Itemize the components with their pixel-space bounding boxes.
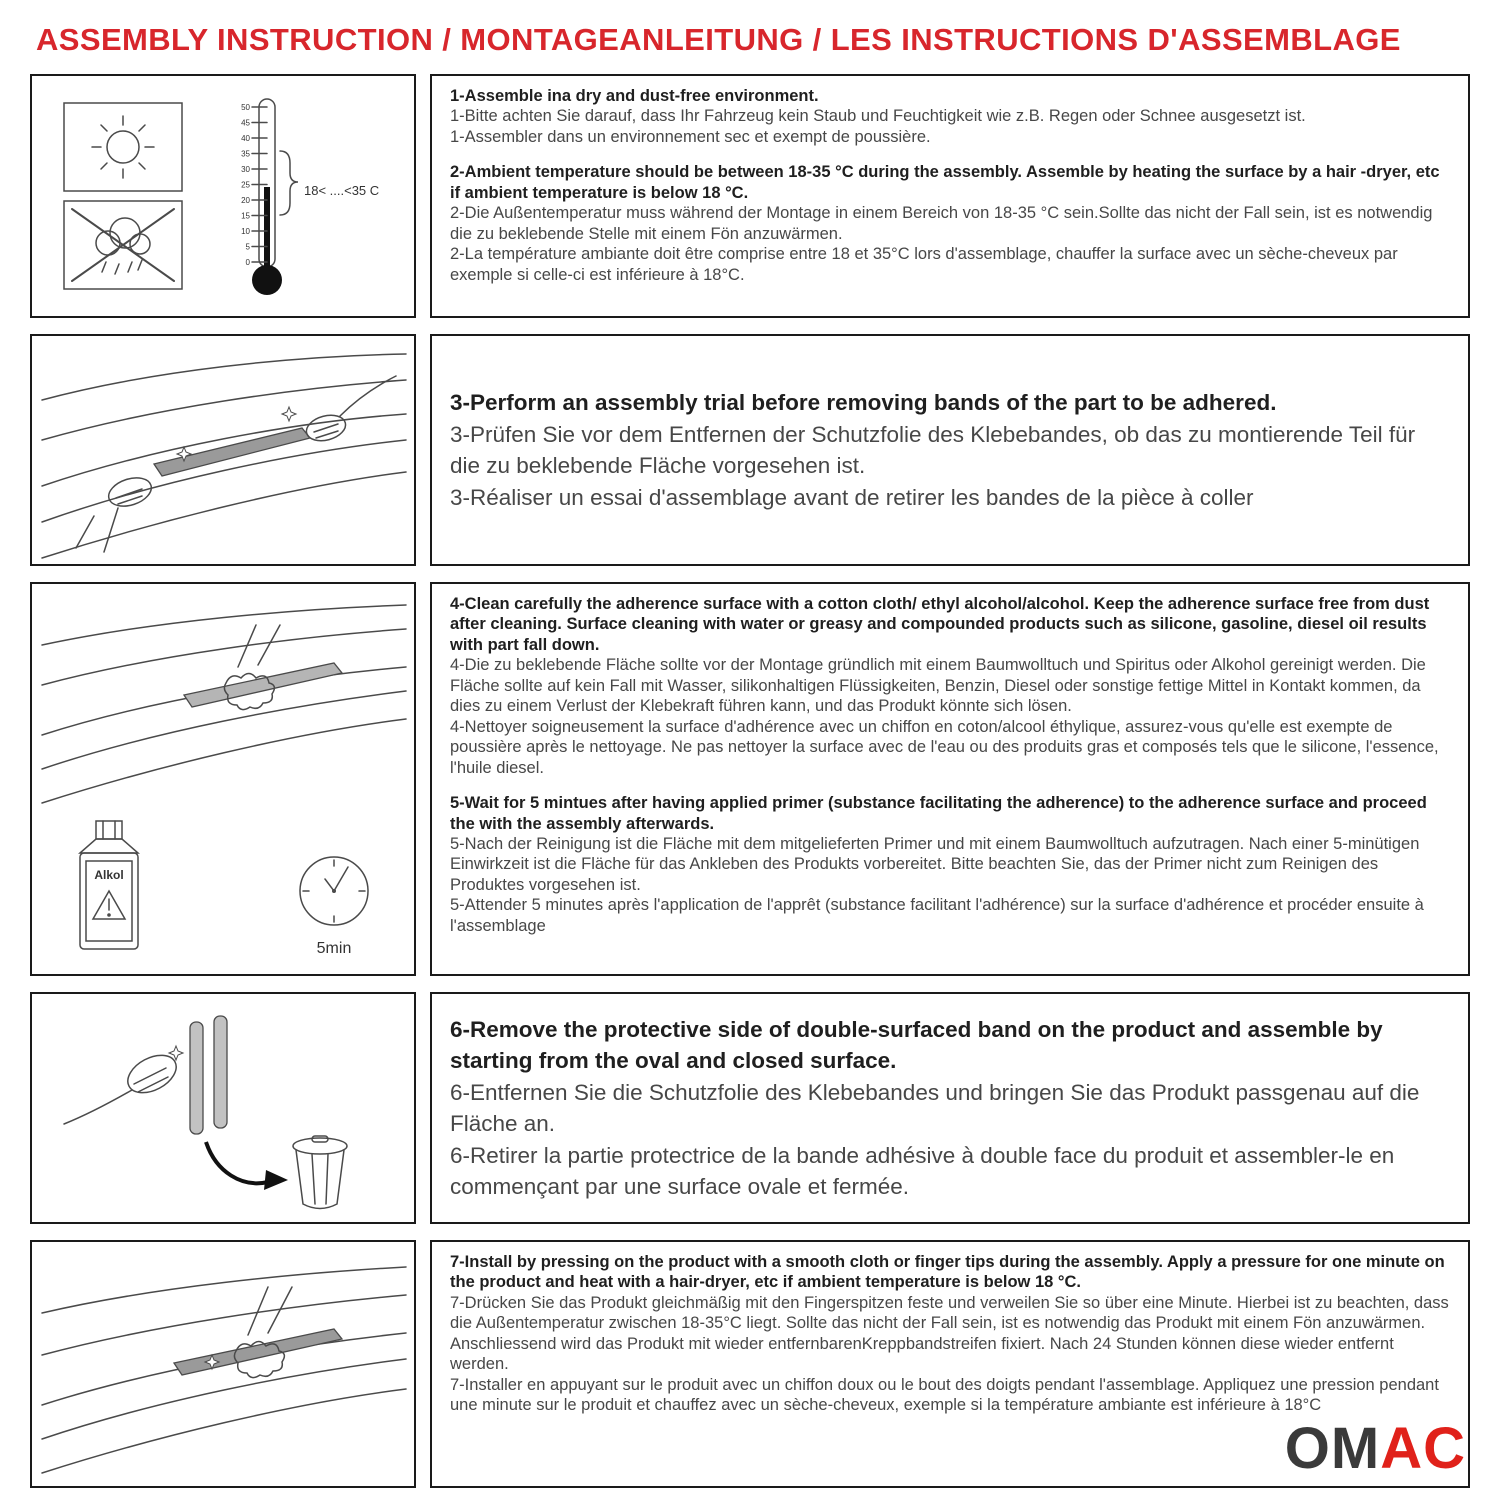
instruction-1-de: 1-Bitte achten Sie darauf, dass Ihr Fahrzeug kein Staub und Feuchtigkeit wie z.B. Regen oder Schnee ausgesetzt ist.: [450, 107, 1306, 126]
illustration-temperature-conditions: [30, 74, 416, 318]
clock-label: 5min: [316, 940, 352, 957]
sill-plate-part: [174, 1329, 342, 1375]
illustration-assembly-trial: [30, 334, 416, 566]
svg-text:5: 5: [245, 242, 250, 252]
instruction-text-step-6: [430, 992, 1470, 1224]
warning-triangle-icon: [93, 891, 125, 919]
svg-text:15: 15: [241, 211, 250, 221]
svg-text:25: 25: [241, 180, 250, 190]
instruction-7-de: 7-Drücken Sie das Produkt gleichmäßig mit den Fingerspitzen feste und verweilen Sie so über eine Minute. Hierbei ist zu beachten, dass die Außentemperatur zwischen 18-35°C liegt. Sollte das nicht der Fall sein, ist es notwendig das Produkt mit einem Fön anzuwärmen. Anschliessend wird das Produkt mit wieder entfernbarenKreppbandstreifen fixiert. Nach 24 Stunden können diese wieder entfernt werden.: [450, 1293, 1449, 1374]
svg-text:45: 45: [241, 118, 250, 128]
adhesive-band-strip: [190, 1022, 203, 1134]
adhesive-band-strip: [214, 1016, 227, 1128]
instruction-text-steps-4-5: [430, 582, 1470, 976]
trash-can-icon: [293, 1136, 347, 1209]
thermometer-icon: [241, 99, 379, 295]
instruction-text-step-3: [430, 334, 1470, 566]
range-bracket: [280, 151, 298, 215]
hand-icon: [64, 1048, 182, 1124]
no-rain-icon: [64, 201, 182, 289]
door-sill-sketch: [42, 605, 406, 803]
instruction-5-en: 5-Wait for 5 mintues after having applied primer (substance facilitating the adherence) to the adherence surface and proceed the with the assembly afterwards.: [450, 794, 1427, 833]
svg-text:0: 0: [245, 258, 250, 267]
press-install-svg: [34, 1243, 412, 1486]
right-hand-icon: [304, 376, 396, 445]
instruction-3-de: 3-Prüfen Sie vor dem Entfernen der Schutzfolie des Klebebandes, ob das zu montierende Teil für die zu beklebende Fläche vorgesehen ist.: [450, 421, 1416, 478]
instruction-4-de: 4-Die zu beklebende Fläche sollte vor der Montage gründlich mit einem Baumwolltuch und Spiritus oder Alkohol gereinigt werden. Die Fläche sollte auf kein Fall mit Wasser, silikonhaltigen Flüssigkeiten, Benzin, Diesel oder sonstige fettige Mittel in Kontakt kommen, da dies zu einem Verlust der Klebekraft führen kann, und das Produkt könnte sich lösen.: [450, 656, 1426, 716]
instruction-3-fr: 3-Réaliser un essai d'assemblage avant de retirer les bandes de la pièce à coller: [450, 484, 1254, 510]
instruction-row-4: [30, 992, 1470, 1224]
instruction-6-fr: 6-Retirer la partie protectrice de la bande adhésive à double face du produit et assembler-le en commençant par une surface ovale et fermée.: [450, 1142, 1395, 1199]
left-hand-icon: [76, 473, 155, 552]
omac-logo-red-letters: AC: [1380, 1416, 1466, 1481]
svg-text:35: 35: [241, 149, 250, 159]
bottle-label: Alkol: [94, 868, 124, 882]
remove-band-svg: [34, 994, 412, 1222]
hand-with-cloth-icon: [234, 1287, 292, 1378]
instruction-row-1: [30, 74, 1470, 318]
svg-text:10: 10: [241, 227, 250, 236]
instruction-6-de: 6-Entfernen Sie die Schutzfolie des Klebebandes und bringen Sie das Produkt passgenau auf die Fläche an.: [450, 1079, 1420, 1136]
alcohol-bottle-icon: [80, 821, 138, 949]
instruction-2-en: 2-Ambient temperature should be between 18-35 °C during the assembly. Assemble by heating the surface by a hair -dryer, etc if ambient temperature is below 18 °C.: [450, 163, 1440, 202]
illustration-cleaning: [30, 582, 416, 976]
instruction-row-3: [30, 582, 1470, 976]
instruction-3-en: 3-Perform an assembly trial before removing bands of the part to be adhered.: [450, 390, 1277, 415]
svg-text:30: 30: [241, 165, 250, 174]
instruction-2-de: 2-Die Außentemperatur muss während der Montage in einem Bereich von 18-35 °C sein.Sollte das nicht der Fall sein, ist es notwendig die zu beklebende Stelle mit einem Fön anzuwärmen.: [450, 204, 1433, 243]
instruction-6-en: 6-Remove the protective side of double-surfaced band on the product and assemble by starting from the oval and closed surface.: [450, 1016, 1383, 1073]
temperature-illustration-svg: [34, 77, 412, 315]
instruction-5-fr: 5-Attender 5 minutes après l'application de l'apprêt (substance facilitant l'adhérence) sur la surface d'adhérence et procéder ensuite à l'assemblage: [450, 896, 1424, 935]
svg-text:50: 50: [241, 103, 250, 112]
sill-plate-part: [184, 663, 342, 707]
instruction-row-2: [30, 334, 1470, 566]
arrow-to-trash-icon: [206, 1142, 288, 1190]
door-sill-sketch: [42, 1267, 406, 1473]
instruction-1-fr: 1-Assembler dans un environnement sec et exempt de poussière.: [450, 127, 931, 146]
instruction-4-en: 4-Clean carefully the adherence surface with a cotton cloth/ ethyl alcohol/alcohol. Keep the adherence surface free from dust after cleaning. Surface cleaning with water or greasy and compounded products such as silicone, gasoline, diesel oil results with part fall down.: [450, 595, 1430, 654]
thermometer-scale: [241, 103, 250, 267]
assembly-trial-svg: [34, 336, 412, 564]
instruction-2-fr: 2-La température ambiante doit être comprise entre 18 et 35°C lors d'assemblage, chauffer la surface avec un sèche-cheveux par exemple si celle-ci est inférieure à 18°C.: [450, 245, 1398, 284]
page-title: ASSEMBLY INSTRUCTION / MONTAGEANLEITUNG / LES INSTRUCTIONS D'ASSEMBLAGE: [36, 22, 1401, 57]
instruction-5-de: 5-Nach der Reinigung ist die Fläche mit dem mitgelieferten Primer und mit einem Baumwolltuch aufzutragen. Nach einer 5-minütigen Einwirkzeit ist die Fläche für das Ankleben des Produkts vorbereitet. Bitte beachten Sie, das der Primer nicht zum Reinigen des Produktes vorgesehen ist.: [450, 834, 1420, 894]
cleaning-svg: [34, 585, 412, 973]
instruction-text-steps-1-2: [430, 74, 1470, 318]
instruction-1-en: 1-Assemble ina dry and dust-free environment.: [450, 87, 819, 105]
svg-text:20: 20: [241, 196, 250, 205]
illustration-remove-band: [30, 992, 416, 1224]
sun-icon: [64, 103, 182, 191]
svg-text:40: 40: [241, 134, 250, 143]
omac-logo-dark-letters: OM: [1284, 1416, 1381, 1481]
instruction-7-fr: 7-Installer en appuyant sur le produit avec un chiffon doux ou le bout des doigts pendant l'assemblage. Appliquez une pression pendant une minute sur le produit et chauffez avec un sèche-cheveux, exemple si la température ambiante est inférieure à 18°C: [450, 1375, 1439, 1415]
clock-icon: [300, 857, 368, 957]
sparkle-icon: [282, 407, 296, 421]
temperature-range-label: 18< ....<35 C: [304, 183, 380, 198]
instruction-4-fr: 4-Nettoyer soigneusement la surface d'adhérence avec un chiffon en coton/alcool éthylique, assurez-vous qu'elle est exempte de poussière après le nettoyage. Ne pas nettoyer la surface avec de l'eau ou des produits gras et composés tels que le silicone, l'essence, l'huile diesel.: [450, 717, 1439, 777]
instruction-row-5: [30, 1240, 1470, 1488]
omac-logo: [1284, 1416, 1466, 1481]
illustration-press-install: [30, 1240, 416, 1488]
instruction-7-en: 7-Install by pressing on the product with a smooth cloth or finger tips during the assembly. Apply a pressure for one minute on the product and heat with a hair-dryer, etc if ambient temperature is below 18 °C.: [450, 1253, 1445, 1292]
